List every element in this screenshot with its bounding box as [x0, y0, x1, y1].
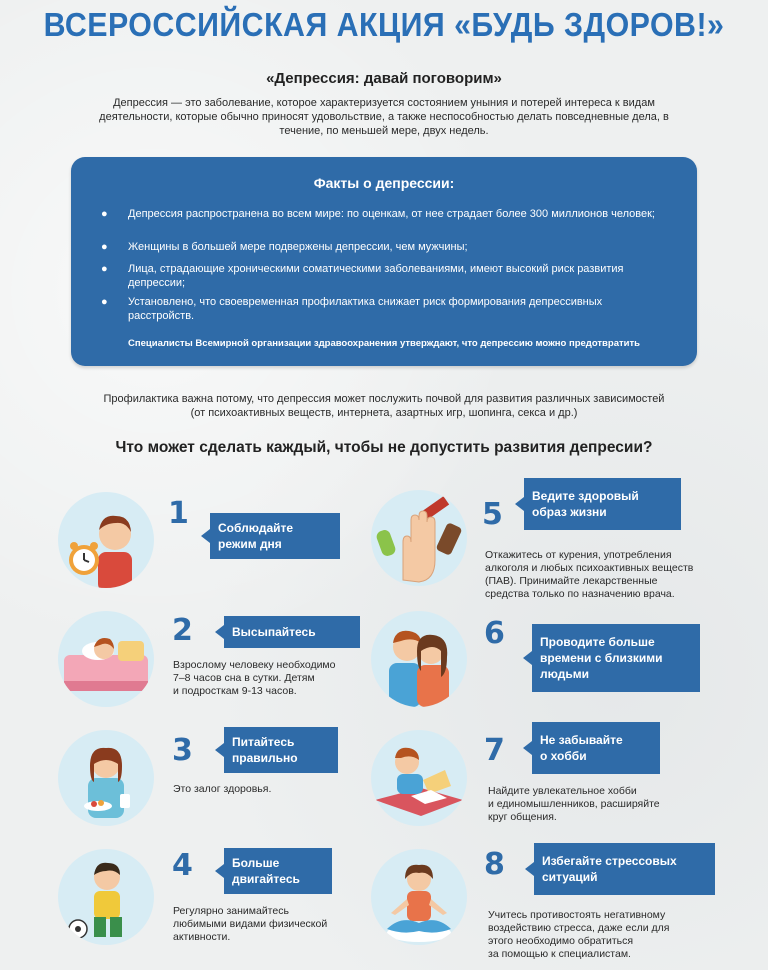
tip-number: 2 [172, 613, 193, 648]
tip-description: Найдите увлекательное хобби и единомышленников, расширяйте круг общения. [488, 785, 660, 823]
intro-text: Депрессия — это заболевание, которое характеризуется состоянием уныния и потерей интереса к видам деятельности, которые обычно приносят удовольствие, а также неспособностью делать повседневные дела, в течение, по меньшей мере, двух недель. [99, 97, 669, 137]
tip-label: Ведите здоровый образ жизни [524, 478, 681, 530]
subtitle: «Депрессия: давай поговорим» [266, 70, 502, 87]
tip-number: 8 [484, 847, 505, 882]
girl-eating-icon [58, 730, 154, 826]
bullet-icon: ● [101, 208, 108, 220]
tip-number: 1 [168, 496, 189, 531]
tip-number: 5 [482, 497, 503, 532]
tip-label: Питайтесь правильно [224, 727, 338, 773]
tip-description: Это залог здоровья. [173, 783, 272, 795]
bullet-icon: ● [101, 241, 108, 253]
stop-hand-icon [371, 490, 467, 586]
sleeping-person-icon [58, 611, 154, 707]
page-title: ВСЕРОССИЙСКАЯ АКЦИЯ «БУДЬ ЗДОРОВ!» [43, 6, 725, 43]
fact-item: ● Лица, страдающие хроническими соматическими заболеваниями, имеют высокий риск развития депрессии; [101, 263, 624, 289]
tip-description: Учитесь противостоять негативному воздействию стресса, даже если для этого необходимо обратиться за помощью к специалистам. [488, 909, 670, 960]
fact-item: ● Женщины в большей мере подвержены депрессии, чем мужчины; [101, 241, 468, 253]
alarm-clock-man-icon [58, 492, 154, 588]
section-question: Что может сделать каждый, чтобы не допустить развития депресии? [115, 439, 653, 456]
tip-description: Взрослому человеку необходимо 7–8 часов сна в сутки. Детям и подросткам 9-13 часов. [173, 659, 336, 697]
tip-label: Избегайте стрессовых ситуаций [534, 843, 715, 895]
tip-label: Не забывайте о хобби [532, 722, 660, 774]
bullet-icon: ● [101, 263, 108, 275]
meditation-icon [371, 849, 467, 945]
tip-number: 7 [484, 733, 505, 768]
fact-item: ● Депрессия распространена во всем мире: по оценкам, от нее страдает более 300 миллионов человек; [101, 208, 655, 220]
tip-number: 4 [172, 848, 193, 883]
facts-footer: Специалисты Всемирной организации здравоохранения утверждают, что депрессию можно предотвратить [128, 338, 640, 349]
tip-label: Соблюдайте режим дня [210, 513, 340, 559]
facts-title: Факты о депрессии: [313, 175, 455, 191]
tip-label: Проводите больше времени с близкими людьми [532, 624, 700, 692]
bullet-icon: ● [101, 296, 108, 308]
facts-box [71, 157, 697, 366]
hobby-reading-icon [371, 730, 467, 826]
tip-number: 6 [484, 616, 505, 651]
boy-football-icon [58, 849, 154, 945]
tip-number: 3 [172, 733, 193, 768]
prevention-text: Профилактика важна потому, что депрессия может послужить почвой для развития различных зависимостей (от психоактивных веществ, интернета, азартных игр, шопинга, секса и др.) [103, 393, 665, 419]
tip-description: Регулярно занимайтесь любимыми видами физической активности. [173, 905, 328, 943]
tip-label: Больше двигайтесь [224, 848, 332, 894]
tip-label: Высыпайтесь [224, 616, 360, 648]
fact-item: ● Установлено, что своевременная профилактика снижает риск формирования депрессивных расстройств. [101, 296, 603, 322]
couple-hug-icon [371, 611, 467, 707]
tip-description: Откажитесь от курения, употребления алкоголя и любых психоактивных веществ (ПАВ). Принимайте лекарственные средства только по назначению врача. [485, 549, 694, 600]
